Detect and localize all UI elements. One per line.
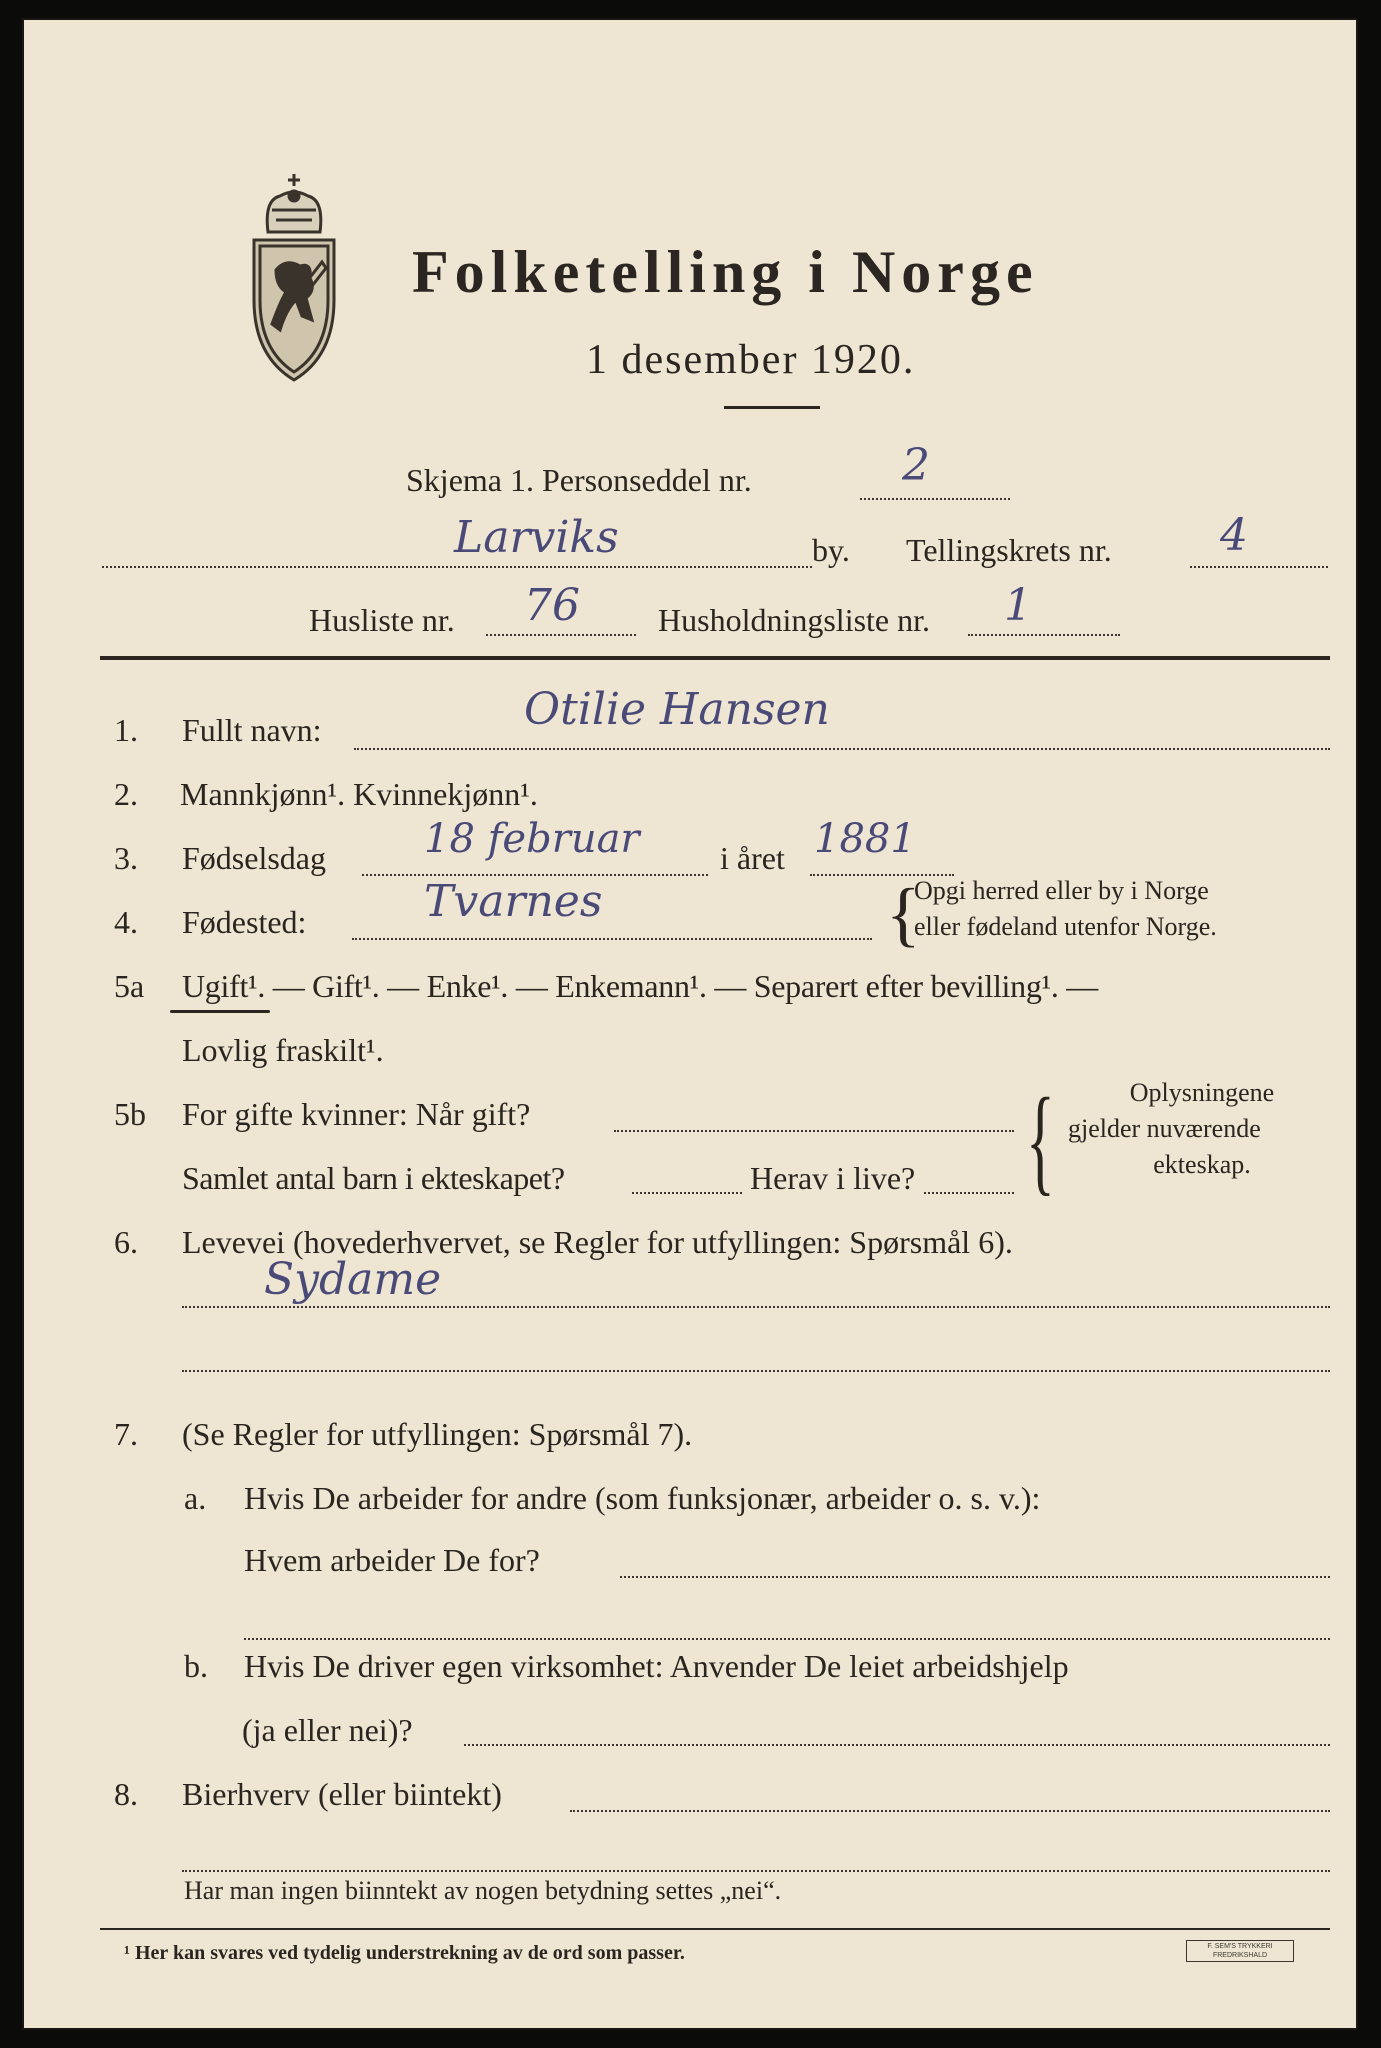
q7b-line2: (ja eller nei)? xyxy=(242,1712,413,1748)
q6-number: 6. xyxy=(114,1224,138,1260)
ugift-underline xyxy=(170,1010,270,1013)
q8-label: Bierhverv (eller biintekt) xyxy=(182,1776,502,1812)
q5a-marital-options[interactable]: Ugift¹. — Gift¹. — Enke¹. — Enkemann¹. — Separert efter bevilling¹. — xyxy=(182,968,1098,1004)
q1-label: Fullt navn: xyxy=(182,712,322,748)
birth-year-value[interactable]: 1881 xyxy=(814,816,916,862)
q7a-line2: Hvem arbeider De for? xyxy=(244,1542,540,1578)
husliste-line xyxy=(486,634,636,636)
birthplace-value[interactable]: Tvarnes xyxy=(424,876,603,927)
footnote: ¹ Her kan svares ved tydelig understrekning av de ord som passer. xyxy=(124,1942,685,1964)
q5b-married-when-line xyxy=(614,1130,1014,1132)
q4-brace: { xyxy=(886,874,921,954)
q4-label: Fødested: xyxy=(182,904,307,940)
q5b-note-line2: gjelder nuværende xyxy=(1068,1114,1261,1143)
husholdning-label: Husholdningsliste nr. xyxy=(658,602,931,638)
form-title: Folketelling i Norge xyxy=(412,239,1039,305)
q5b-children-label: Samlet antal barn i ekteskapet? xyxy=(182,1160,565,1196)
q7-number: 7. xyxy=(114,1416,138,1452)
q6-label: Levevei (hovederhvervet, se Regler for utfyllingen: Spørsmål 6). xyxy=(182,1224,1013,1260)
q5b-alive-label: Herav i live? xyxy=(750,1160,916,1196)
footnote-separator xyxy=(100,1928,1330,1930)
city-line xyxy=(102,566,812,568)
q5b-alive-line xyxy=(924,1192,1014,1194)
q4-note-line1: Opgi herred eller by i Norge xyxy=(914,876,1209,905)
full-name-value[interactable]: Otilie Hansen xyxy=(524,684,830,735)
q4-line xyxy=(352,938,872,940)
tellingskrets-line xyxy=(1190,566,1328,568)
city-value[interactable]: Larviks xyxy=(454,512,619,563)
q5b-married-when-label: For gifte kvinner: Når gift? xyxy=(182,1096,531,1132)
q7a-line-2 xyxy=(244,1638,1330,1640)
q7b-line1: Hvis De driver egen virksomhet: Anvender De leiet arbeidshjelp xyxy=(244,1648,1069,1684)
q8-number: 8. xyxy=(114,1776,138,1812)
q1-line xyxy=(354,748,1330,750)
q5b-note-line1: Oplysningene xyxy=(1129,1078,1275,1107)
coat-of-arms-icon xyxy=(246,170,342,386)
title-divider xyxy=(724,406,820,409)
husliste-label: Husliste nr. xyxy=(309,602,455,638)
personseddel-line xyxy=(860,498,1010,500)
by-label: by. xyxy=(812,532,850,568)
tellingskrets-nr-value[interactable]: 4 xyxy=(1220,510,1248,561)
q1-number: 1. xyxy=(114,712,138,748)
occupation-value[interactable]: Sydame xyxy=(264,1254,442,1305)
census-form-page xyxy=(22,18,1358,2030)
printer-stamp: F. SEM'S TRYKKERI FREDRIKSHALD xyxy=(1186,1940,1294,1962)
q5b-note-line3: ekteskap. xyxy=(1153,1150,1251,1179)
q5a-marital-options-2[interactable]: Lovlig fraskilt¹. xyxy=(182,1032,384,1068)
q3-number: 3. xyxy=(114,840,138,876)
schema-label: Skjema 1. Personseddel nr. xyxy=(406,462,752,498)
q2-gender-options[interactable]: Mannkjønn¹. Kvinnekjønn¹. xyxy=(180,776,538,812)
husliste-nr-value[interactable]: 76 xyxy=(524,580,580,631)
q2-number: 2. xyxy=(114,776,138,812)
q7a-line1: Hvis De arbeider for andre (som funksjonær, arbeider o. s. v.): xyxy=(244,1480,1041,1516)
q7-label: (Se Regler for utfyllingen: Spørsmål 7). xyxy=(182,1416,693,1452)
husholdning-nr-value[interactable]: 1 xyxy=(1004,580,1032,631)
q4-note-line2: eller fødeland utenfor Norge. xyxy=(914,912,1217,941)
tellingskrets-label: Tellingskrets nr. xyxy=(906,532,1112,568)
form-date: 1 desember 1920. xyxy=(586,337,916,383)
q6-line-2 xyxy=(182,1370,1330,1372)
q3-year-label: i året xyxy=(720,840,785,876)
q8-line-1 xyxy=(570,1810,1330,1812)
q7a-line-1 xyxy=(620,1576,1330,1578)
q3-label: Fødselsdag xyxy=(182,840,326,876)
q5b-number: 5b xyxy=(114,1096,146,1132)
personseddel-nr-value[interactable]: 2 xyxy=(902,440,930,491)
header-separator xyxy=(100,656,1330,660)
q4-number: 4. xyxy=(114,904,138,940)
husholdning-line xyxy=(968,634,1120,636)
q8-note: Har man ingen biinntekt av nogen betydning settes „nei“. xyxy=(184,1876,782,1905)
q6-line-1 xyxy=(182,1306,1330,1308)
q7b-line xyxy=(464,1744,1330,1746)
q5b-children-line xyxy=(632,1192,742,1194)
q8-line-2 xyxy=(182,1870,1330,1872)
q7a-letter: a. xyxy=(184,1480,207,1516)
q5b-brace: { xyxy=(1026,1073,1055,1206)
q7b-letter: b. xyxy=(184,1648,208,1684)
birth-day-value[interactable]: 18 februar xyxy=(424,816,640,862)
q5a-number: 5a xyxy=(114,968,145,1004)
